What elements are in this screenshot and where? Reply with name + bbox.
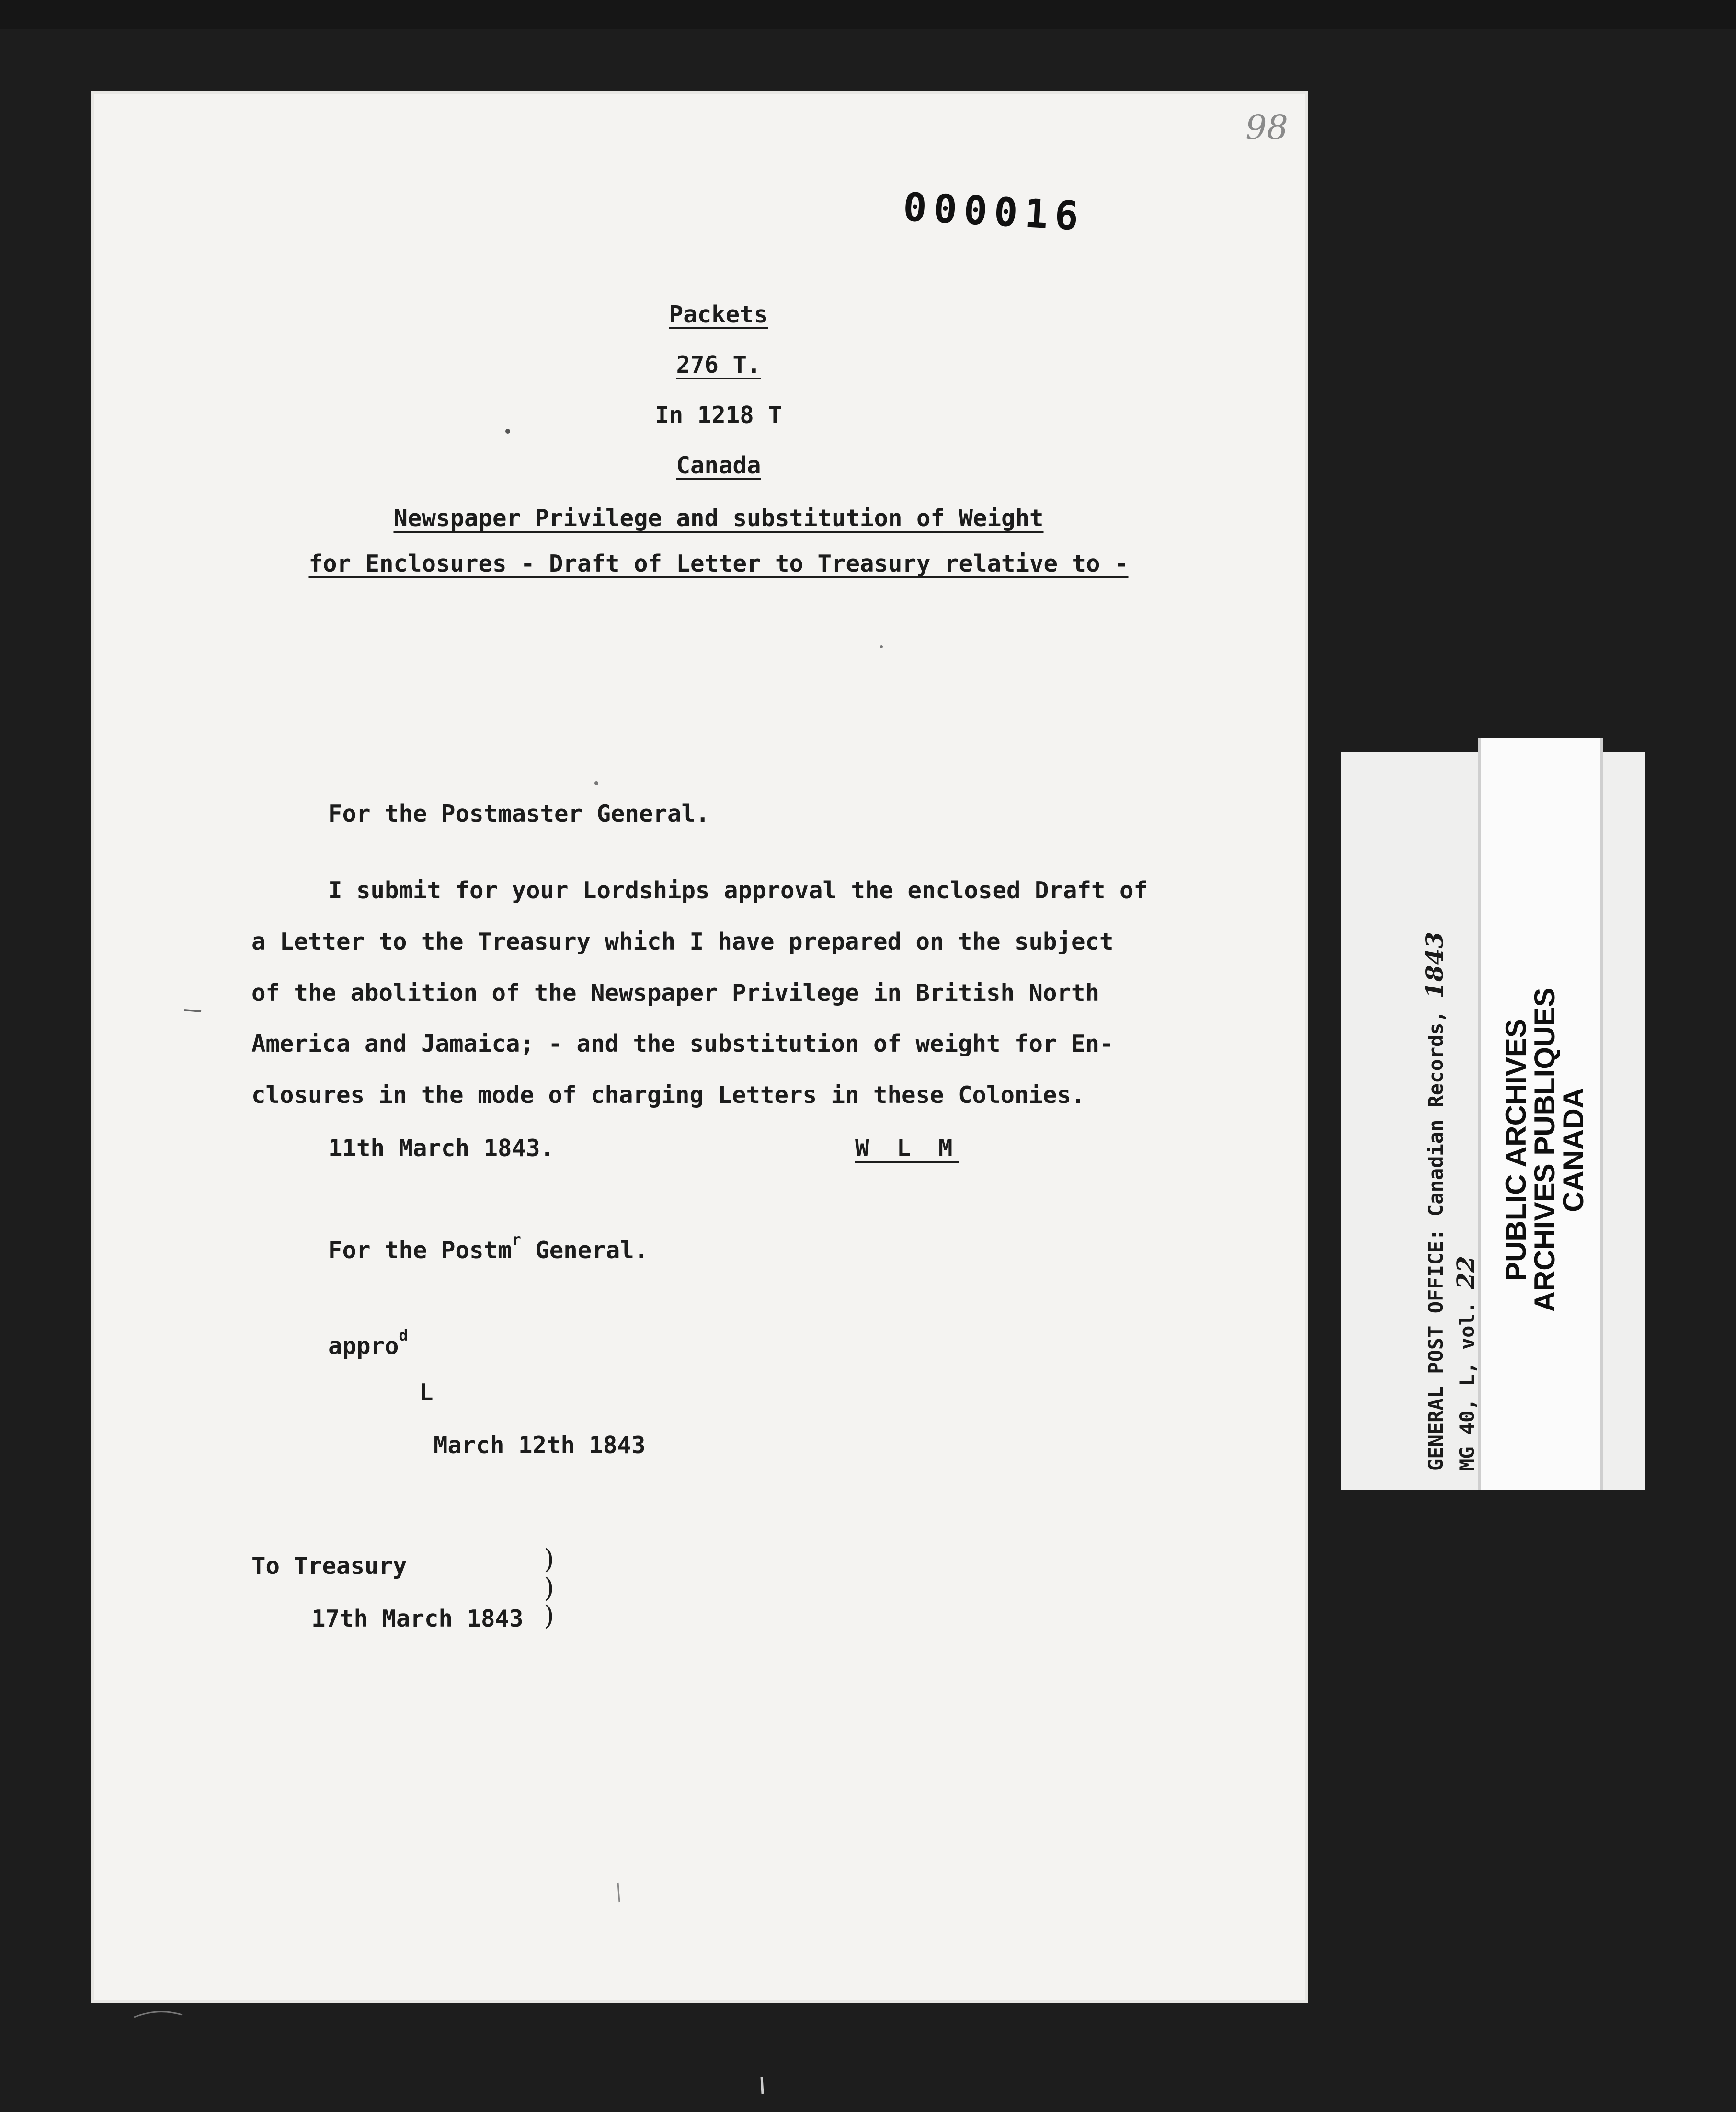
archive-label-volume-line: MG 40, L, vol. 22 <box>1451 1256 1480 1471</box>
document-number-stamp: 000016 <box>902 184 1086 240</box>
heading-reference: 276 T. <box>676 351 761 379</box>
approval-initial: L <box>419 1379 434 1406</box>
heading-subject-line-2: for Enclosures - Draft of Letter to Treasury relative to - <box>308 550 1129 577</box>
heading-subject-line-1: Newspaper Privilege and substitution of Weight <box>393 505 1044 532</box>
heading-packets: Packets <box>669 301 768 328</box>
public-archives-stamp <box>1502 977 1588 1322</box>
stamp-line-3: CANADA <box>1557 1088 1589 1212</box>
brace-bottom: ) <box>544 1600 554 1631</box>
approved-note: appro$^d$ <box>328 1326 408 1360</box>
body-line-1: I submit for your Lordships approval the enclosed Draft of <box>328 877 1148 904</box>
heading-in-reference: In 1218 T <box>655 402 782 429</box>
body-line-4: America and Jamaica; - and the substitution of weight for En- <box>251 1030 1114 1057</box>
body-line-3: of the abolition of the Newspaper Privilege in British North <box>251 979 1100 1007</box>
stamp-line-2: ARCHIVES PUBLIQUES <box>1529 987 1561 1312</box>
heading-canada: Canada <box>676 452 761 479</box>
to-treasury: To Treasury <box>251 1552 407 1580</box>
stamp-line-1: PUBLIC ARCHIVES <box>1500 1019 1532 1281</box>
handwritten-page-number: 98 <box>1245 108 1289 147</box>
archive-label-record-line: GENERAL POST OFFICE: Canadian Records, 1843 <box>1420 931 1449 1471</box>
body-line-5: closures in the mode of charging Letters in these Colonies. <box>251 1081 1085 1109</box>
date-signed: 11th March 1843. <box>328 1135 555 1162</box>
handwritten-volume: 22 <box>1451 1256 1480 1289</box>
for-postmaster-general: For the Postm$^r$ General. <box>328 1230 649 1264</box>
brace-top: ) <box>544 1544 554 1575</box>
body-line-2: a Letter to the Treasury which I have prepared on the subject <box>251 928 1114 955</box>
addressee: For the Postmaster General. <box>328 800 710 827</box>
film-edge <box>0 0 1736 29</box>
approval-date: March 12th 1843 <box>434 1432 646 1459</box>
brace-mid: ) <box>544 1573 554 1604</box>
treasury-date: 17th March 1843 <box>311 1605 524 1632</box>
handwritten-year: 1843 <box>1420 931 1449 999</box>
signature-initials: W L M <box>855 1135 959 1162</box>
